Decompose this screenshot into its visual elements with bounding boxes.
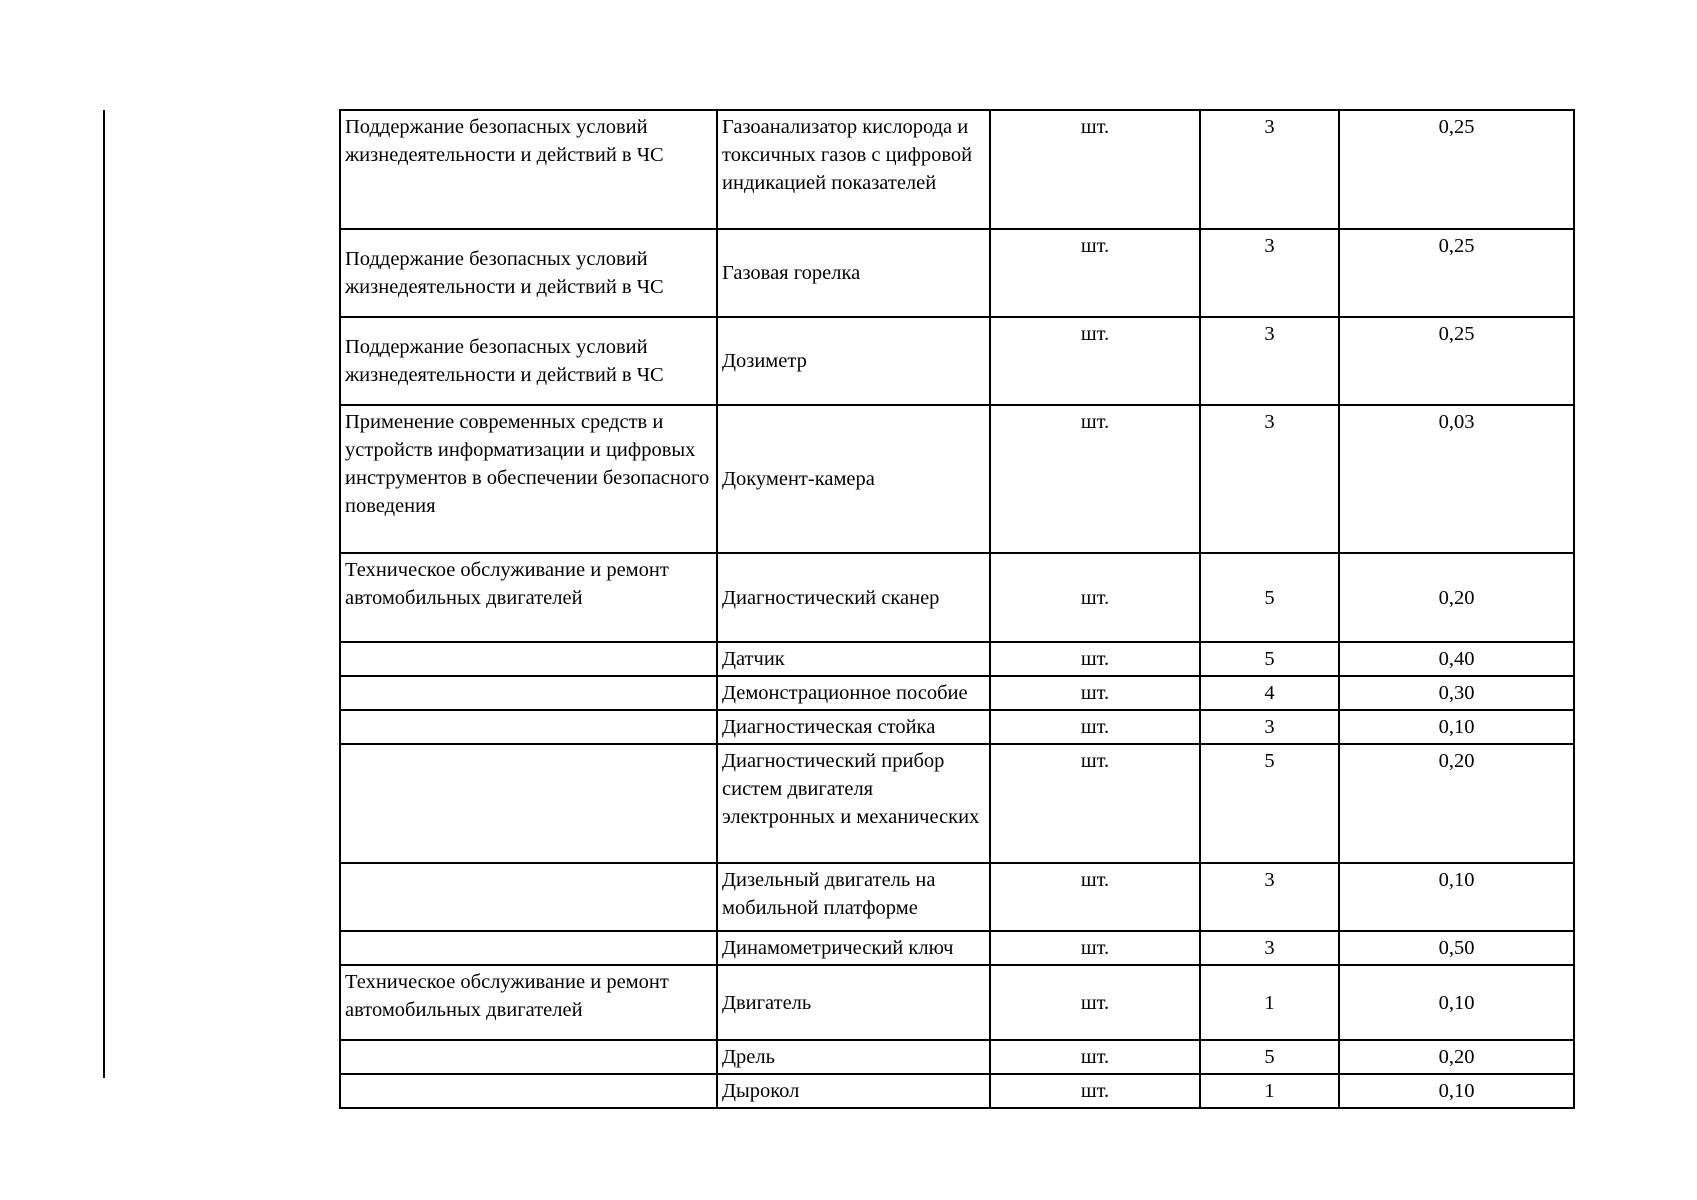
page-margin-line	[103, 110, 105, 1078]
table-row	[340, 931, 1574, 965]
quantity-cell: 5	[1200, 553, 1339, 642]
table-row	[340, 965, 1574, 1040]
table-row	[340, 1074, 1574, 1108]
norm-cell: 0,03	[1339, 405, 1574, 553]
equipment-name-cell: Дозиметр	[717, 317, 990, 405]
equipment-name-cell: Диагностический сканер	[717, 553, 990, 642]
quantity-cell: 5	[1200, 1040, 1339, 1074]
norm-cell: 0,10	[1339, 710, 1574, 744]
equipment-name-cell: Двигатель	[717, 965, 990, 1040]
norm-cell: 0,20	[1339, 553, 1574, 642]
table-row	[340, 317, 1574, 405]
unit-cell: шт.	[990, 642, 1200, 676]
equipment-name-cell: Диагностическая стойка	[717, 710, 990, 744]
unit-cell: шт.	[990, 676, 1200, 710]
norm-cell: 0,25	[1339, 229, 1574, 317]
discipline-cell	[340, 642, 717, 676]
equipment-name-cell: Дизельный двигатель на мобильной платформе	[717, 863, 990, 931]
equipment-name-cell: Демонстрационное пособие	[717, 676, 990, 710]
norm-cell: 0,40	[1339, 642, 1574, 676]
discipline-cell: Техническое обслуживание и ремонт автомобильных двигателей	[340, 553, 717, 642]
discipline-cell: Техническое обслуживание и ремонт автомобильных двигателей	[340, 965, 717, 1040]
discipline-cell	[340, 931, 717, 965]
quantity-cell: 3	[1200, 110, 1339, 229]
table-row	[340, 110, 1574, 229]
table-row	[340, 642, 1574, 676]
table-row	[340, 676, 1574, 710]
norm-cell: 0,50	[1339, 931, 1574, 965]
equipment-name-cell: Динамометрический ключ	[717, 931, 990, 965]
quantity-cell: 3	[1200, 405, 1339, 553]
table-row	[340, 229, 1574, 317]
unit-cell: шт.	[990, 744, 1200, 863]
equipment-name-cell: Датчик	[717, 642, 990, 676]
table-row	[340, 710, 1574, 744]
norm-cell: 0,10	[1339, 965, 1574, 1040]
equipment-name-cell: Документ-камера	[717, 405, 990, 553]
norm-cell: 0,25	[1339, 317, 1574, 405]
unit-cell: шт.	[990, 931, 1200, 965]
discipline-cell	[340, 1040, 717, 1074]
quantity-cell: 1	[1200, 1074, 1339, 1108]
unit-cell: шт.	[990, 1040, 1200, 1074]
quantity-cell: 3	[1200, 229, 1339, 317]
norm-cell: 0,10	[1339, 1074, 1574, 1108]
discipline-cell	[340, 710, 717, 744]
discipline-cell: Поддержание безопасных условий жизнедеятельности и действий в ЧС	[340, 110, 717, 229]
discipline-cell	[340, 676, 717, 710]
quantity-cell: 4	[1200, 676, 1339, 710]
unit-cell: шт.	[990, 229, 1200, 317]
equipment-name-cell: Дрель	[717, 1040, 990, 1074]
equipment-name-cell: Диагностический прибор систем двигателя электронных и механических	[717, 744, 990, 863]
quantity-cell: 1	[1200, 965, 1339, 1040]
unit-cell: шт.	[990, 1074, 1200, 1108]
table-row	[340, 553, 1574, 642]
discipline-cell	[340, 863, 717, 931]
quantity-cell: 3	[1200, 317, 1339, 405]
unit-cell: шт.	[990, 405, 1200, 553]
unit-cell: шт.	[990, 710, 1200, 744]
unit-cell: шт.	[990, 110, 1200, 229]
discipline-cell: Поддержание безопасных условий жизнедеятельности и действий в ЧС	[340, 317, 717, 405]
equipment-name-cell: Газовая горелка	[717, 229, 990, 317]
equipment-name-cell: Дырокол	[717, 1074, 990, 1108]
unit-cell: шт.	[990, 553, 1200, 642]
quantity-cell: 3	[1200, 931, 1339, 965]
quantity-cell: 3	[1200, 710, 1339, 744]
norm-cell: 0,30	[1339, 676, 1574, 710]
discipline-cell: Поддержание безопасных условий жизнедеятельности и действий в ЧС	[340, 229, 717, 317]
table-row	[340, 863, 1574, 931]
unit-cell: шт.	[990, 965, 1200, 1040]
quantity-cell: 3	[1200, 863, 1339, 931]
norm-cell: 0,20	[1339, 744, 1574, 863]
norm-cell: 0,25	[1339, 110, 1574, 229]
norm-cell: 0,10	[1339, 863, 1574, 931]
quantity-cell: 5	[1200, 642, 1339, 676]
discipline-cell: Применение современных средств и устройств информатизации и цифровых инструментов в обеспечении безопасного поведения	[340, 405, 717, 553]
quantity-cell: 5	[1200, 744, 1339, 863]
table-row	[340, 405, 1574, 553]
equipment-name-cell: Газоанализатор кислорода и токсичных газов с цифровой индикацией показателей	[717, 110, 990, 229]
equipment-table	[339, 109, 1575, 1109]
norm-cell: 0,20	[1339, 1040, 1574, 1074]
unit-cell: шт.	[990, 317, 1200, 405]
table-row	[340, 744, 1574, 863]
table-row	[340, 1040, 1574, 1074]
discipline-cell	[340, 1074, 717, 1108]
unit-cell: шт.	[990, 863, 1200, 931]
discipline-cell	[340, 744, 717, 863]
